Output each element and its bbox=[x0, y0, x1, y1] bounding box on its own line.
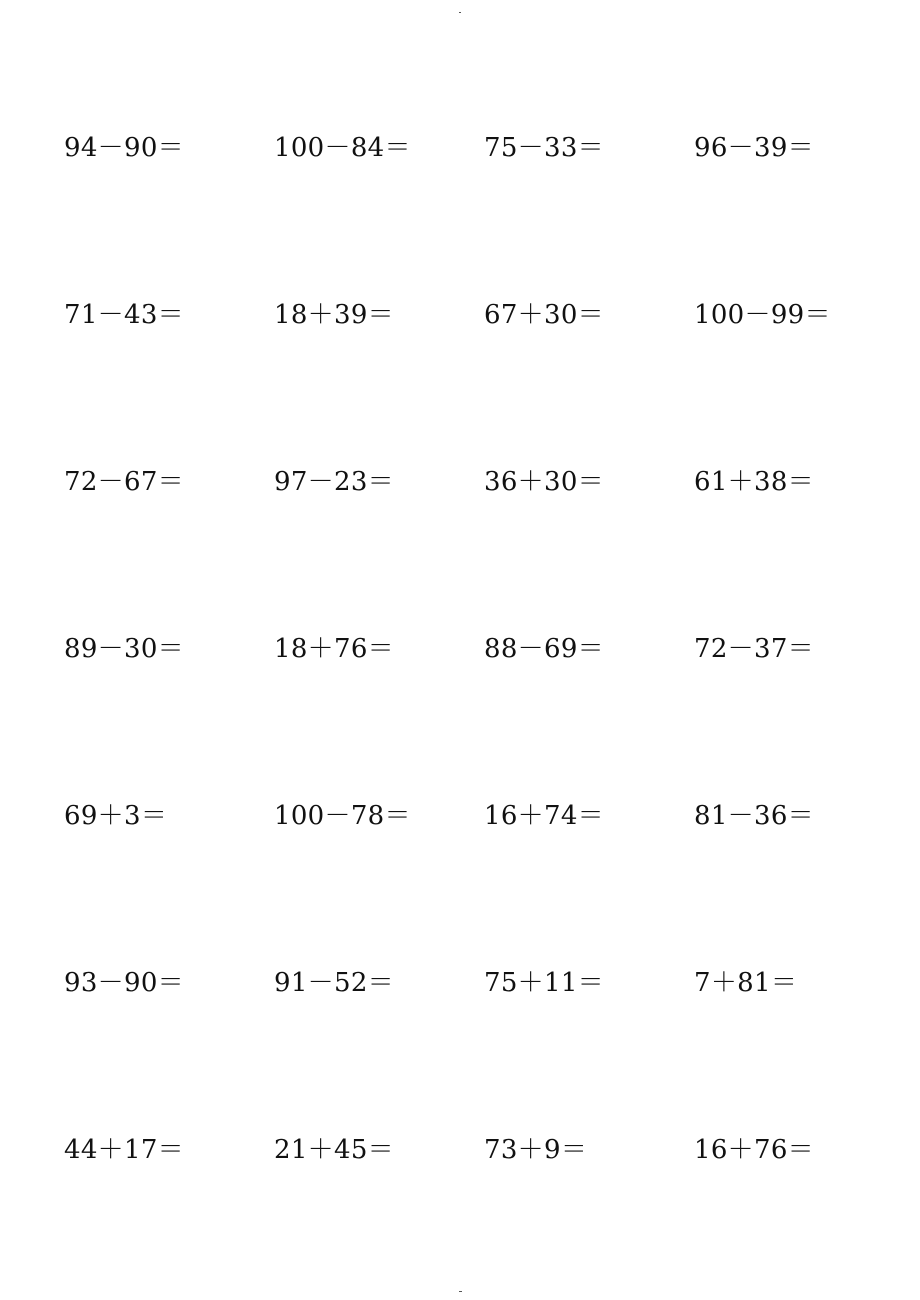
problem-3-1: 72－67＝ bbox=[64, 467, 184, 497]
problem-2-1: 71－43＝ bbox=[64, 300, 184, 330]
problem-1-3: 75－33＝ bbox=[484, 133, 604, 163]
problem-4-1: 89－30＝ bbox=[64, 634, 184, 664]
top-mark bbox=[459, 12, 461, 13]
problem-2-4: 100－99＝ bbox=[694, 300, 831, 330]
problem-5-3: 16＋74＝ bbox=[484, 801, 604, 831]
problem-1-4: 96－39＝ bbox=[694, 133, 814, 163]
problem-2-3: 67＋30＝ bbox=[484, 300, 604, 330]
problem-6-2: 91－52＝ bbox=[274, 968, 394, 998]
problem-3-2: 97－23＝ bbox=[274, 467, 394, 497]
problem-6-4: 7＋81＝ bbox=[694, 968, 798, 998]
problem-6-1: 93－90＝ bbox=[64, 968, 184, 998]
problem-7-4: 16＋76＝ bbox=[694, 1135, 814, 1165]
problem-row-4 bbox=[64, 631, 904, 798]
problem-5-2: 100－78＝ bbox=[274, 801, 411, 831]
problem-row-7 bbox=[64, 1132, 904, 1299]
problem-4-4: 72－37＝ bbox=[694, 634, 814, 664]
problem-row-1 bbox=[64, 130, 904, 297]
problem-row-6 bbox=[64, 965, 904, 1132]
problem-row-3 bbox=[64, 464, 904, 631]
problem-grid bbox=[64, 130, 904, 1299]
problem-4-3: 88－69＝ bbox=[484, 634, 604, 664]
problem-1-1: 94－90＝ bbox=[64, 133, 184, 163]
problem-row-5 bbox=[64, 798, 904, 965]
problem-1-2: 100－84＝ bbox=[274, 133, 411, 163]
problem-3-4: 61＋38＝ bbox=[694, 467, 814, 497]
problem-7-3: 73＋9＝ bbox=[484, 1135, 588, 1165]
problem-5-1: 69＋3＝ bbox=[64, 801, 168, 831]
problem-row-2 bbox=[64, 297, 904, 464]
problem-4-2: 18＋76＝ bbox=[274, 634, 394, 664]
problem-5-4: 81－36＝ bbox=[694, 801, 814, 831]
problem-7-2: 21＋45＝ bbox=[274, 1135, 394, 1165]
problem-6-3: 75＋11＝ bbox=[484, 968, 604, 998]
problem-3-3: 36＋30＝ bbox=[484, 467, 604, 497]
bottom-mark bbox=[459, 1291, 462, 1292]
problem-2-2: 18＋39＝ bbox=[274, 300, 394, 330]
problem-7-1: 44＋17＝ bbox=[64, 1135, 184, 1165]
